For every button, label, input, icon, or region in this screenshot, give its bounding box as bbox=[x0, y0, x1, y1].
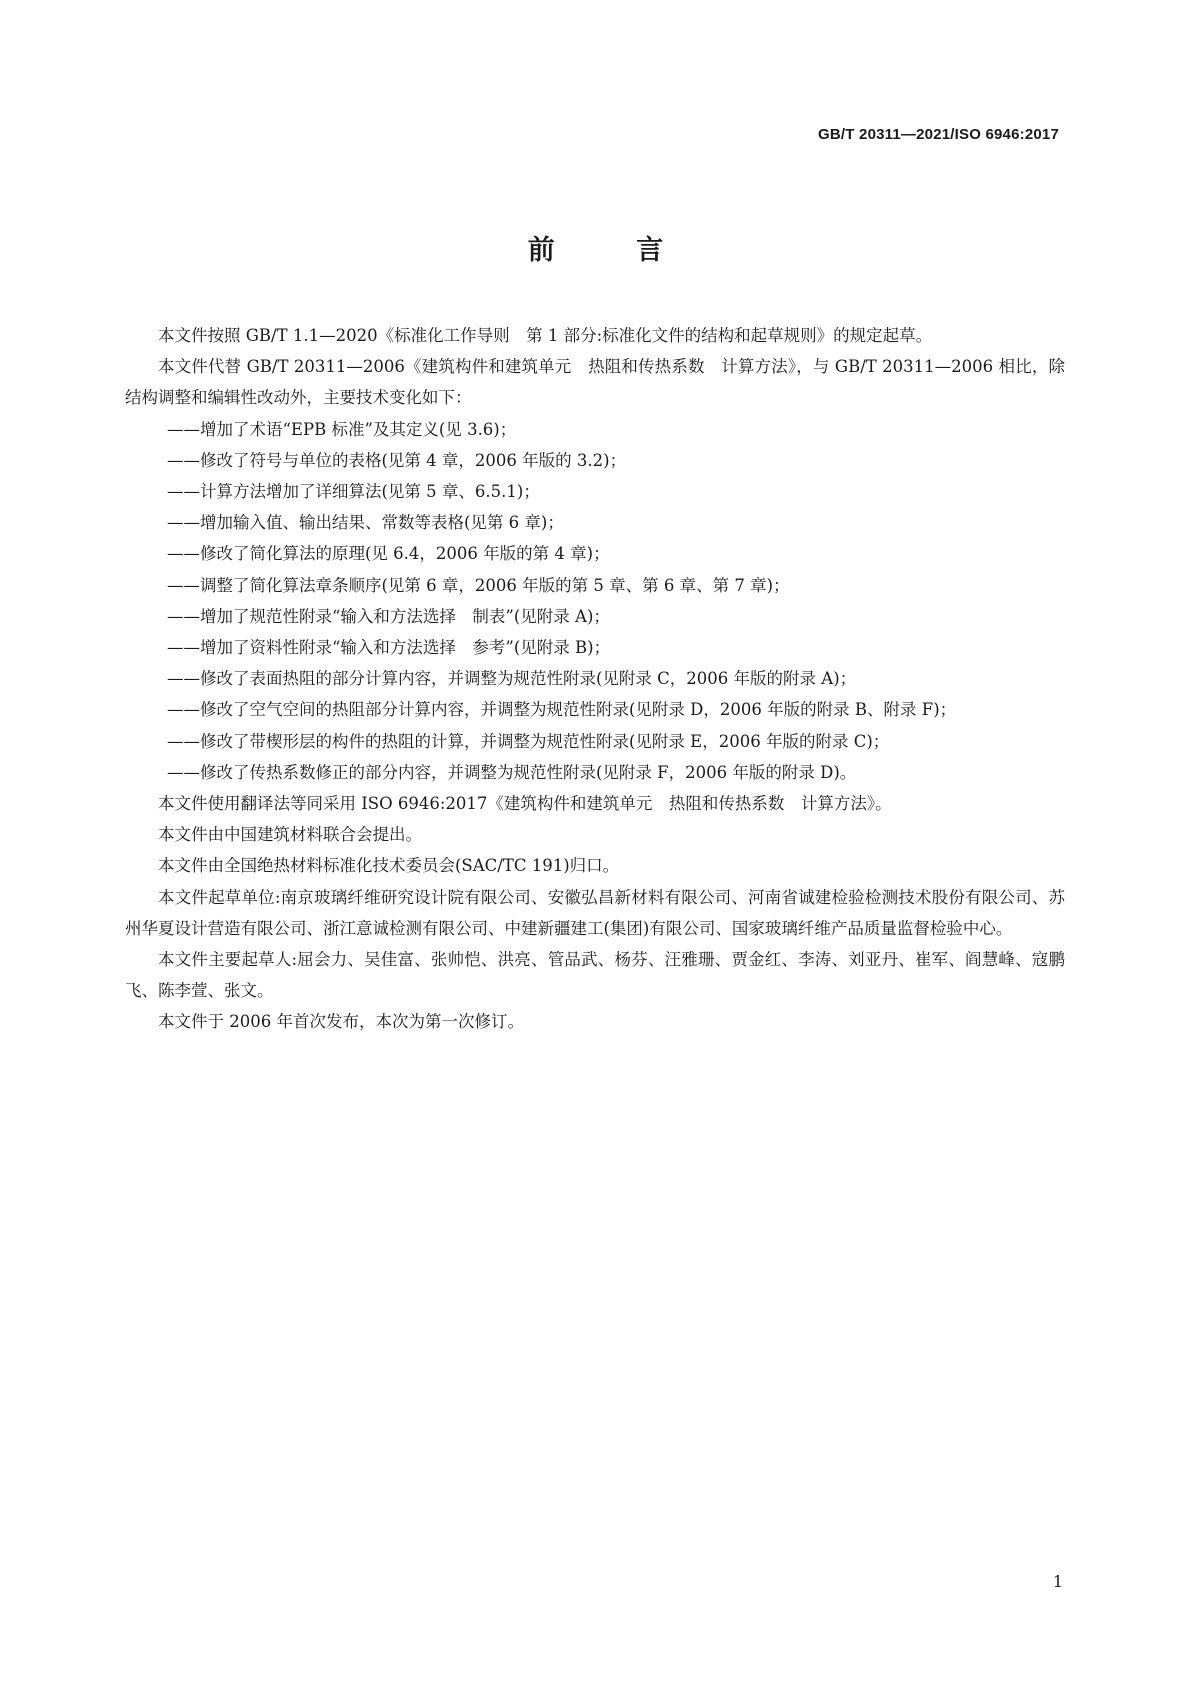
changes-list bbox=[125, 414, 1065, 788]
paragraph-drafting-rules: 本文件按照 GB/T 1.1—2020《标准化工作导则 第 1 部分:标准化文件的结构和起草规则》的规定起草。 bbox=[158, 326, 933, 345]
change-item: ——增加了规范性附录“输入和方法选择 制表”(见附录 A)； bbox=[167, 606, 610, 626]
change-item: ——修改了带楔形层的构件的热阻的计算，并调整为规范性附录(见附录 E，2006 年版的附录 C)； bbox=[167, 731, 890, 751]
change-item: ——修改了传热系数修正的部分内容，并调整为规范性附录(见附录 F，2006 年版的附录 D)。 bbox=[167, 762, 857, 782]
paragraph-adoption: 本文件使用翻译法等同采用 ISO 6946:2017《建筑构件和建筑单元 热阻和传热系数 计算方法》。 bbox=[158, 794, 892, 814]
change-item: ——调整了简化算法章条顺序(见第 6 章，2006 年版的第 5 章、第 6 章、第 7 章)； bbox=[167, 575, 790, 595]
change-item: ——修改了简化算法的原理(见 6.4，2006 年版的第 4 章)； bbox=[167, 544, 610, 564]
change-item: ——修改了符号与单位的表格(见第 4 章，2006 年版的 3.2)； bbox=[167, 450, 627, 470]
page-number: 1 bbox=[1052, 1572, 1063, 1591]
paragraph-replacement: 本文件代替 GB/T 20311—2006《建筑构件和建筑单元 热阻和传热系数 计算方法》，与 GB/T 20311—2006 相比，除结构调整和编辑性改动外，主要技术变化如下： bbox=[125, 357, 1065, 408]
change-item: ——增加了资料性附录“输入和方法选择 参考”(见附录 B)； bbox=[167, 638, 611, 658]
change-item: ——修改了表面热阻的部分计算内容，并调整为规范性附录(见附录 C，2006 年版的附录 A)； bbox=[167, 669, 857, 689]
paragraph-proposer: 本文件由中国建筑材料联合会提出。 bbox=[158, 825, 422, 845]
paragraph-drafters: 本文件主要起草人:屈会力、吴佳富、张帅恺、洪亮、管品武、杨芬、汪雅珊、贾金红、李涛、刘亚丹、崔军、阎慧峰、寇鹏飞、陈李萱、张文。 bbox=[125, 950, 1065, 1001]
document-code: GB/T 20311—2021/ISO 6946:2017 bbox=[818, 126, 1059, 143]
paragraph-committee: 本文件由全国绝热材料标准化技术委员会(SAC/TC 191)归口。 bbox=[158, 856, 620, 876]
page-title: 前 言 bbox=[527, 235, 700, 266]
change-item: ——增加了术语“EPB 标准”及其定义(见 3.6)； bbox=[167, 419, 517, 439]
change-item: ——计算方法增加了详细算法(见第 5 章、6.5.1)； bbox=[167, 482, 540, 502]
paragraph-drafting-units: 本文件起草单位:南京玻璃纤维研究设计院有限公司、安徽弘昌新材料有限公司、河南省诚建检验检测技术股份有限公司、苏州华夏设计营造有限公司、浙江意诚检测有限公司、中建新疆建工(集团)有限公司、国家玻璃纤维产品质量监督检验中心。 bbox=[125, 887, 1065, 938]
paragraph-publication-history: 本文件于 2006 年首次发布，本次为第一次修订。 bbox=[158, 1012, 524, 1032]
change-item: ——修改了空气空间的热阻部分计算内容，并调整为规范性附录(见附录 D，2006 年版的附录 B、附录 F)； bbox=[167, 700, 957, 720]
change-item: ——增加输入值、输出结果、常数等表格(见第 6 章)； bbox=[167, 513, 564, 533]
foreword-body bbox=[125, 320, 1065, 1038]
